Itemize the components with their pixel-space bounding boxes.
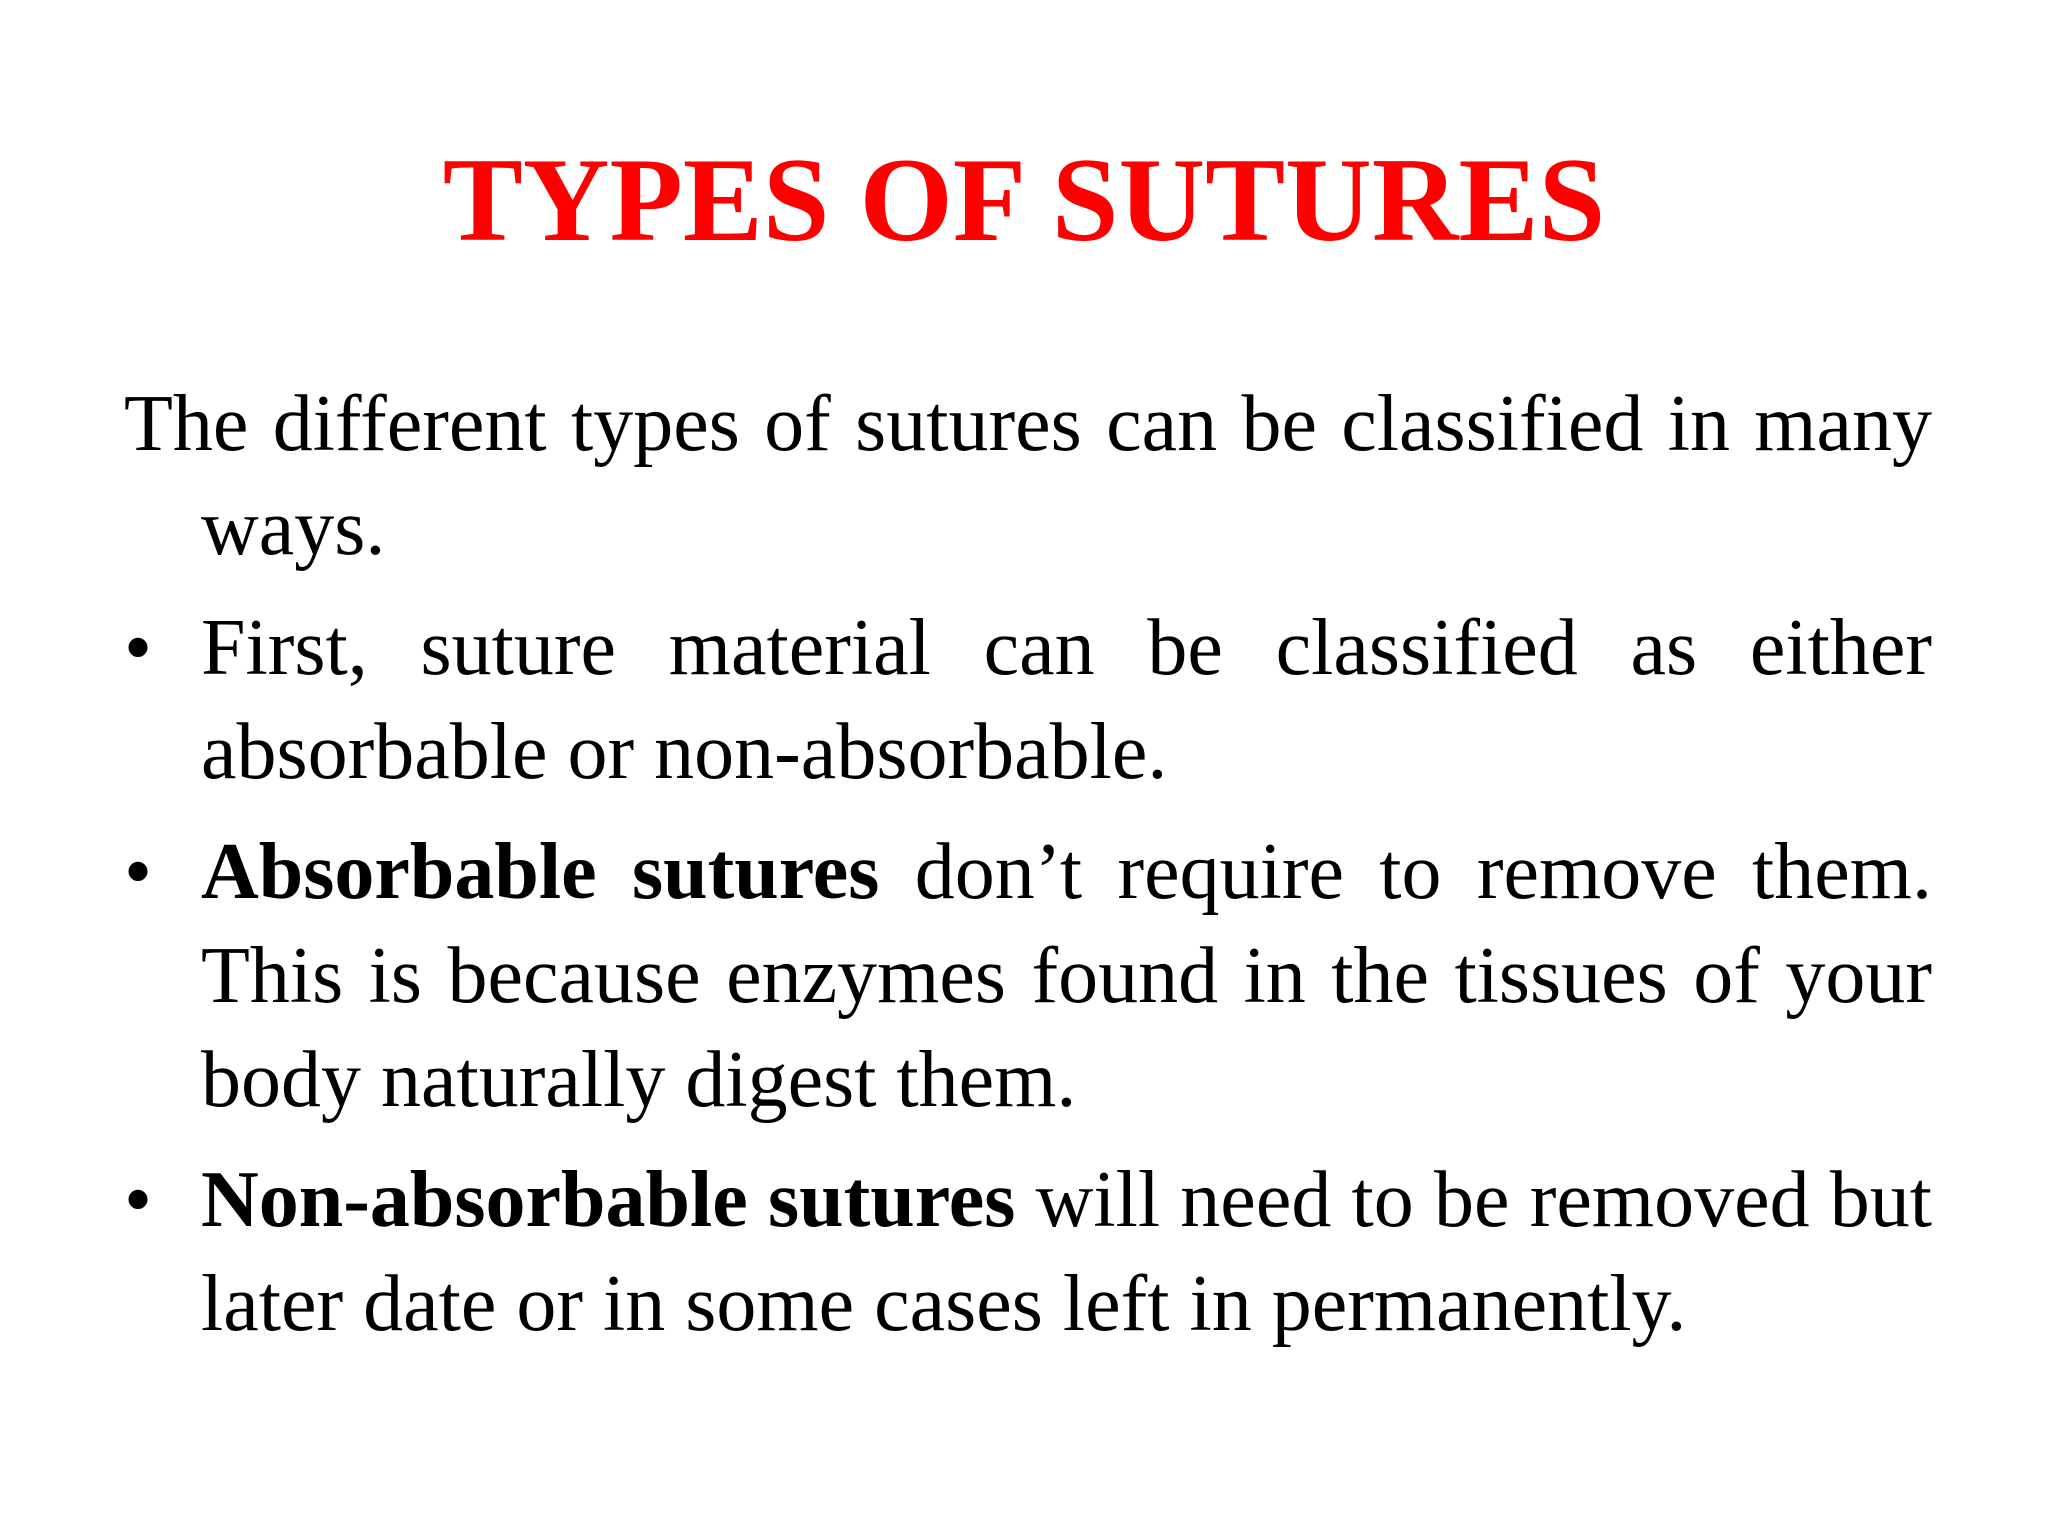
bullet-item-non-absorbable-sutures xyxy=(124,1148,1932,1356)
bullet-text: First, suture material can be classified as either absorbable or non-absorbable. xyxy=(201,604,1932,796)
bullet-text: don’t require to remove them. This is because enzymes found in the tissues of your body naturally digest them. xyxy=(201,828,1932,1124)
bullet-item-suture-material xyxy=(124,596,1932,804)
bullet-bold-term: Absorbable sutures xyxy=(201,828,880,916)
bullet-bold-term: Non-absorbable sutures xyxy=(201,1156,1016,1244)
slide-body xyxy=(124,372,1932,1372)
bullet-item-absorbable-sutures xyxy=(124,820,1932,1132)
slide-title: TYPES OF SUTURES xyxy=(442,133,1606,266)
bullet-icon: • xyxy=(124,604,153,692)
intro-paragraph: The different types of sutures can be classified in many ways. xyxy=(124,380,1932,572)
bullet-text: will need to be removed but later date or in some cases left in permanently. xyxy=(201,1156,1933,1348)
bullet-icon: • xyxy=(124,828,153,916)
bullet-icon: • xyxy=(124,1156,153,1244)
